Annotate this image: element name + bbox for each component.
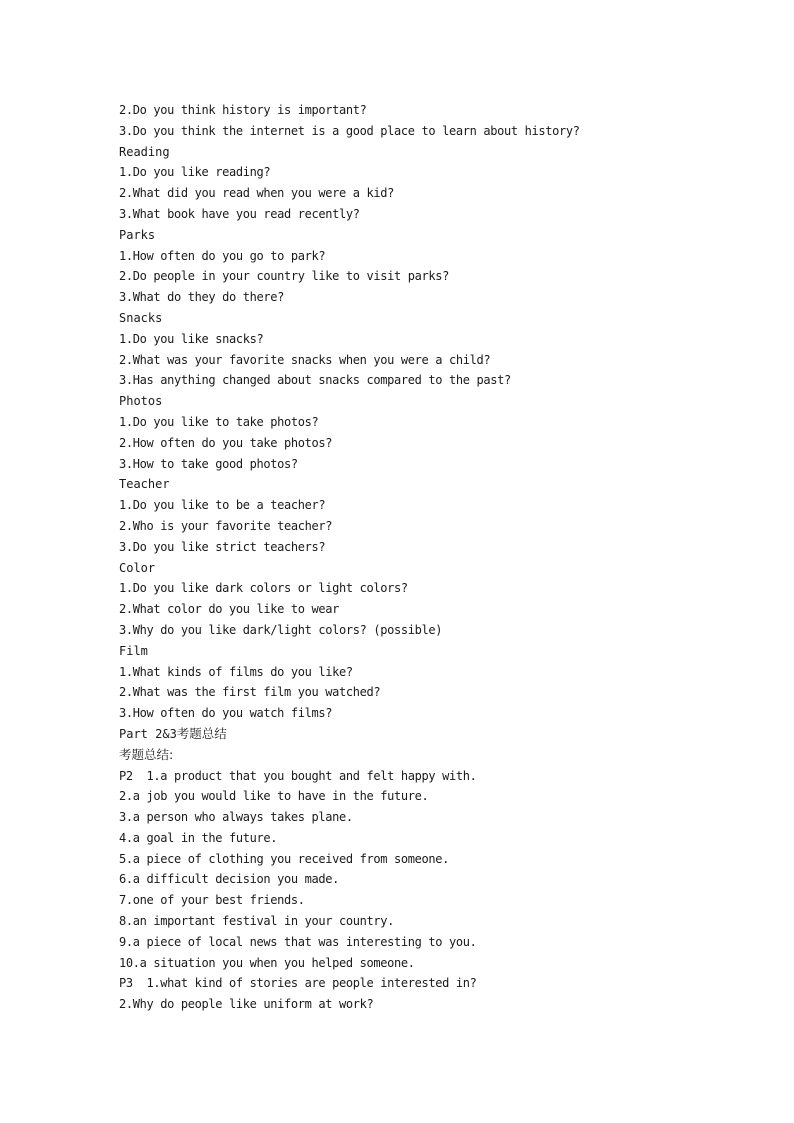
topic-title-color: Color bbox=[119, 560, 156, 575]
topic-title-photos: Photos bbox=[119, 394, 163, 409]
question-line: 1.How often do you go to park? bbox=[119, 248, 326, 263]
p3-question-line: P3 1.what kind of stories are people interested in? bbox=[119, 976, 477, 991]
question-line: 3.Has anything changed about snacks compared to the past? bbox=[119, 373, 511, 388]
part23-heading bbox=[119, 724, 739, 745]
question-line: 2.How often do you take photos? bbox=[119, 435, 333, 450]
question-line: 1.Do you like to be a teacher? bbox=[119, 498, 326, 513]
part23-heading-prefix: Part 2&3 bbox=[119, 726, 177, 741]
question-line: 1.Do you like to take photos? bbox=[119, 414, 319, 429]
p2-topic-line: 9.a piece of local news that was interesting to you. bbox=[119, 934, 477, 949]
p2-topic-line: 2.a job you would like to have in the future. bbox=[119, 789, 429, 804]
document-body bbox=[119, 100, 739, 1015]
question-line: 3.What do they do there? bbox=[119, 290, 284, 305]
question-line: 2.What was your favorite snacks when you were a child? bbox=[119, 352, 491, 367]
p2-topic-line: 3.a person who always takes plane. bbox=[119, 810, 353, 825]
intro-question: 3.Do you think the internet is a good place to learn about history? bbox=[119, 123, 580, 138]
question-line: 3.Why do you like dark/light colors? (possible) bbox=[119, 622, 443, 637]
question-line: 1.Do you like dark colors or light colors? bbox=[119, 581, 408, 596]
p2-topic-line: 10.a situation you when you helped someone. bbox=[119, 955, 415, 970]
question-line: 1.Do you like snacks? bbox=[119, 331, 264, 346]
topic-title-film: Film bbox=[119, 643, 148, 658]
question-line: 3.What book have you read recently? bbox=[119, 206, 360, 221]
question-line: 3.How to take good photos? bbox=[119, 456, 298, 471]
intro-question: 2.Do you think history is important? bbox=[119, 103, 367, 117]
question-line: 3.Do you like strict teachers? bbox=[119, 539, 326, 554]
question-line: 2.Do people in your country like to visit parks? bbox=[119, 269, 449, 284]
p2-topic-line: 4.a goal in the future. bbox=[119, 830, 278, 845]
p2-topic-line: 6.a difficult decision you made. bbox=[119, 872, 339, 887]
question-line: 2.What was the first film you watched? bbox=[119, 685, 381, 700]
topic-title-parks: Parks bbox=[119, 227, 156, 242]
question-line: 1.Do you like reading? bbox=[119, 165, 271, 180]
p2-topic-line: P2 1.a product that you bought and felt happy with. bbox=[119, 768, 477, 783]
question-line: 3.How often do you watch films? bbox=[119, 706, 333, 721]
topic-title-teacher: Teacher bbox=[119, 477, 170, 492]
topic-title-snacks: Snacks bbox=[119, 310, 163, 325]
question-line: 2.Who is your favorite teacher? bbox=[119, 518, 333, 533]
p3-question-line: 2.Why do people like uniform at work? bbox=[119, 997, 374, 1012]
question-line: 1.What kinds of films do you like? bbox=[119, 664, 353, 679]
summary-label: 考题总结: bbox=[119, 746, 174, 762]
p2-topic-line: 8.an important festival in your country. bbox=[119, 914, 394, 929]
part23-heading-suffix: 考题总结 bbox=[176, 725, 227, 741]
p2-topic-line: 7.one of your best friends. bbox=[119, 893, 305, 908]
question-line: 2.What color do you like to wear bbox=[119, 602, 339, 617]
question-line: 2.What did you read when you were a kid? bbox=[119, 186, 394, 201]
topic-title-reading: Reading bbox=[119, 144, 170, 159]
p2-topic-line: 5.a piece of clothing you received from someone. bbox=[119, 851, 449, 866]
